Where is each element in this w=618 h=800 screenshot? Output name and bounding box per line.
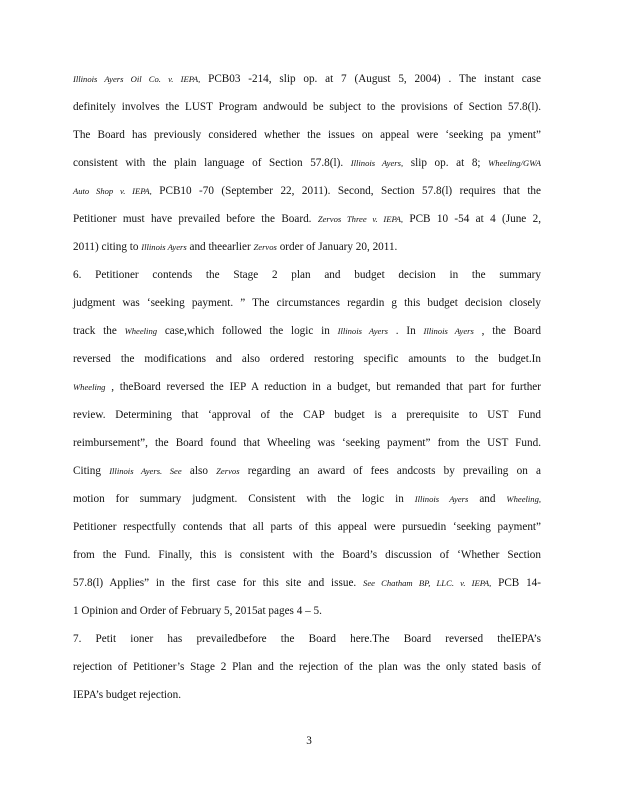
text-run: , theBoard reversed the IEP A reduction in a budget, but remanded that part for further (105, 381, 541, 393)
case-citation: Wheeling (73, 382, 106, 392)
case-citation: Wheeling/GWA (488, 158, 541, 168)
text-run: PCB 10 -54 at 4 (June 2, (403, 213, 541, 225)
case-citation: Wheeling, (506, 494, 542, 504)
text-run: , the Board (473, 325, 542, 337)
text-line (73, 72, 541, 86)
case-citation: Zervos (216, 466, 240, 476)
text-line (73, 436, 541, 450)
text-run: and theearlier (186, 241, 254, 253)
text-run: reimbursement”, the Board found that Wheeling was ‘seeking payment” from the UST Fund. (73, 437, 541, 449)
text-run: definitely involves the LUST Program andwould be subject to the provisions of Section 57.8(l). (73, 101, 541, 113)
text-run: judgment was ‘seeking payment. ” The circumstances regardin g this budget decision closely (73, 297, 541, 309)
text-run: The Board has previously considered whether the issues on appeal were ‘seeking pa yment” (73, 129, 541, 141)
text-run: order of January 20, 2011. (276, 241, 398, 253)
text-line (73, 408, 541, 422)
text-run: and (468, 493, 507, 505)
text-line (73, 576, 541, 590)
text-line (73, 380, 541, 394)
text-line (73, 268, 541, 282)
text-run: . In (388, 325, 424, 337)
text-line (73, 632, 541, 646)
case-citation: Illinois Ayers, (350, 158, 404, 168)
text-run: track the (73, 325, 125, 337)
case-citation: Illinois Ayers (414, 494, 469, 504)
text-run: slip op. at 8; (403, 157, 489, 169)
text-run: rejection of Petitioner’s Stage 2 Plan and the rejection of the plan was the only stated basis of (73, 661, 541, 673)
text-line (73, 492, 541, 506)
text-run: review. Determining that ‘approval of the CAP budget is a prerequisite to UST Fund (73, 409, 541, 421)
text-run: reversed the modifications and also ordered restoring specific amounts to the budget.In (73, 353, 541, 365)
text-run: 57.8(l) Applies” in the first case for this site and issue. (73, 577, 364, 589)
text-run: Citing (73, 465, 110, 477)
text-run: 1 Opinion and Order of February 5, 2015at pages 4 – 5. (73, 605, 322, 617)
text-run: 6. Petitioner contends the Stage 2 plan and budget decision in the summary (73, 269, 541, 281)
case-citation: Zervos Three v. IEPA, (317, 214, 404, 224)
text-line (73, 464, 541, 478)
text-run: Petitioner must have prevailed before the Board. (73, 213, 318, 225)
text-run: 7. Petit ioner has prevailedbefore the Board here.The Board reversed theIEPA’s (73, 633, 541, 645)
text-line (73, 548, 541, 562)
text-run: from the Fund. Finally, this is consistent with the Board’s discussion of ‘Whether Section (73, 549, 541, 561)
text-line (73, 604, 541, 618)
text-run: PCB10 -70 (September 22, 2011). Second, Section 57.8(l) requires that the (151, 185, 541, 197)
text-line (73, 184, 541, 198)
case-citation: Illinois Ayers. See (109, 466, 182, 476)
text-run: PCB03 -214, slip op. at 7 (August 5, 2004) . The instant case (200, 73, 541, 85)
text-run: case,which followed the logic in (157, 325, 338, 337)
case-citation: Wheeling (124, 326, 158, 336)
case-citation: Illinois Ayers (337, 326, 389, 336)
text-line (73, 128, 541, 142)
text-run: PCB 14- (491, 577, 541, 589)
text-run: motion for summary judgment. Consistent with the logic in (73, 493, 415, 505)
text-run: IEPA’s budget rejection. (73, 689, 182, 701)
text-line (73, 296, 541, 310)
text-line (73, 660, 541, 674)
text-run: also (181, 465, 217, 477)
case-citation: Auto Shop v. IEPA, (73, 186, 152, 196)
case-citation: Illinois Ayers (423, 326, 474, 336)
text-line (73, 520, 541, 534)
text-run: Petitioner respectfully contends that all parts of this appeal were pursuedin ‘seeking payment” (73, 521, 541, 533)
text-line (73, 240, 541, 254)
case-citation: Illinois Ayers (141, 242, 187, 252)
text-line (73, 688, 541, 702)
text-line (73, 156, 541, 170)
case-citation: Illinois Ayers Oil Co. v. IEPA, (73, 74, 201, 84)
text-run: consistent with the plain language of Section 57.8(l). (73, 157, 351, 169)
case-citation: See Chatham BP, LLC. v. IEPA, (363, 578, 492, 588)
text-line (73, 324, 541, 338)
text-line (73, 100, 541, 114)
case-citation: Zervos (253, 242, 277, 252)
text-run: 2011) citing to (73, 241, 142, 253)
page-number: 3 (306, 735, 312, 747)
text-run: regarding an award of fees andcosts by prevailing on a (239, 465, 541, 477)
text-line (73, 352, 541, 366)
text-line (73, 212, 541, 226)
